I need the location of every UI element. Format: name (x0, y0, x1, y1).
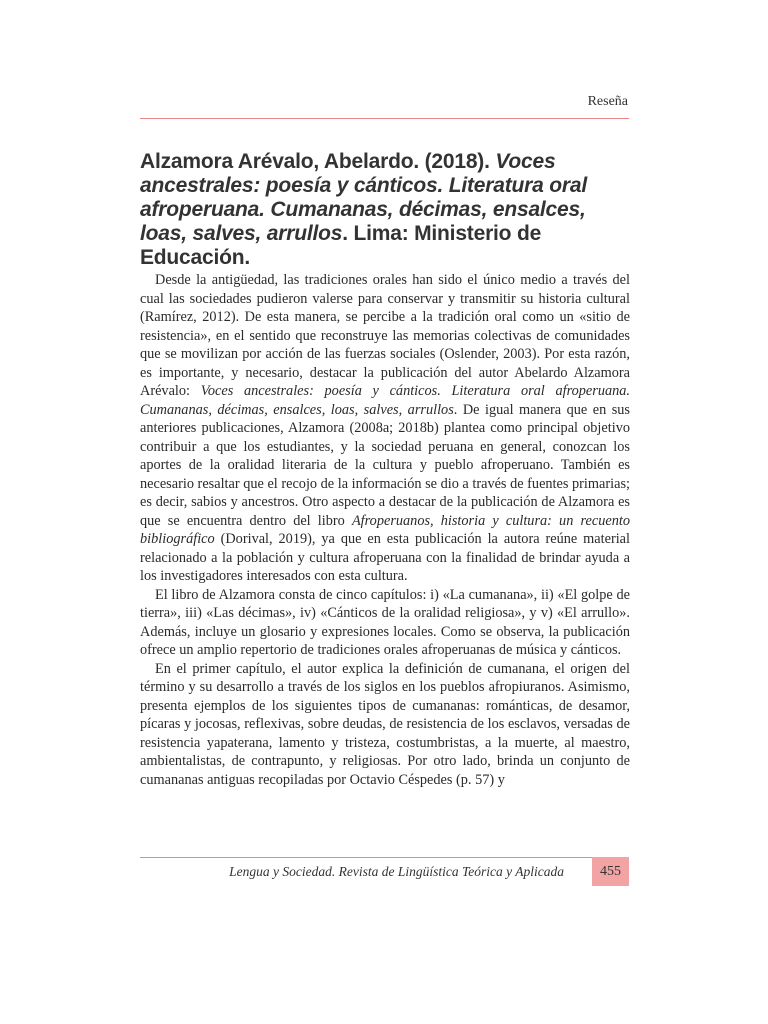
paragraph: El libro de Alzamora consta de cinco capítulos: i) «La cumanana», ii) «El golpe de tierra», iii) «Las décimas», iv) «Cánticos de la oralidad religiosa», y v) «El arrullo». Además, incluye un glosario y expresiones locales. Como se observa, la publicación ofrece un amplio repertorio de tradiciones orales afroperuanas de música y cánticos. (140, 586, 630, 658)
header-rule (140, 118, 629, 119)
title-book-name: Voces ancestrales: poesía y cánticos. Literatura oral afroperuana. Cumananas, décimas, ensalces, loas, salves, arrullos (140, 150, 587, 245)
paragraph-text: Desde la antigüedad, las tradiciones orales han sido el único medio a través del cual las sociedades pudieron valerse para conservar y transmitir su historia cultural (Ramírez, 2012). De esta manera, se percibe a la tradición oral como un «sitio de resistencia», en el sentido que reconstruye las memorias colectivas de comunidades que se movilizan por acción de las fuerzas sociales (Oslender, 2003). Por esta razón, es importante, y necesario, destacar la publicación del autor Abelardo Alzamora Arévalo: (140, 272, 630, 399)
page-number: 455 (592, 857, 629, 886)
review-body (140, 271, 630, 789)
book-title-italic: Afroperuanos, historia y cultura: un recuento bibliográfico (140, 512, 630, 547)
paragraph: En el primer capítulo, el autor explica la definición de cumanana, el origen del término y su desarrollo a través de los siglos en los pueblos afropiuranos. Asimismo, presenta ejemplos de los siguientes tipos de cumananas: románticas, de desamor, pícaras y jocosas, reflexivas, sobre deudas, de resistencia de los esclavos, versadas de resistencia yapaterana, lamento y tristeza, costumbristas, a la muerte, al maestro, ambientalistas, de contrapunto, y religiosas. Por otro lado, brinda un conjunto de cumananas antiguas recopiladas por Octavio Céspedes (p. 57) y (140, 660, 630, 788)
paragraph-text: (Dorival, 2019), ya que en esta publicación la autora reúne material relacionado a la población y cultura afroperuana con la finalidad de brindar ayuda a los investigadores interesados con esta cultura. (140, 531, 630, 584)
journal-name: Lengua y Sociedad. Revista de Lingüística Teórica y Aplicada (229, 864, 564, 879)
section-label: Reseña (587, 94, 628, 109)
title-author-year: Alzamora Arévalo, Abelardo. (2018). (140, 150, 496, 173)
book-title-italic: Voces ancestrales: poesía y cánticos. Literatura oral afroperuana. Cumananas, décimas, ensalces, loas, salves, arrullos (140, 383, 630, 418)
title-publisher: . Lima: Ministerio de Educación. (140, 222, 542, 269)
paragraph (140, 271, 630, 586)
review-title (140, 150, 630, 270)
footer-rule (140, 857, 629, 858)
paragraph-text: . De igual manera que en sus anteriores publicaciones, Alzamora (2008a; 2018b) plantea como principal objetivo contribuir a que los estudiantes, y la sociedad peruana en general, conozcan los aportes de la oralidad literaria de la cultura y pueblo afroperuano. También es necesario resaltar que el recojo de la información se dio a través de fuentes primarias; es decir, sabios y ancestros. Otro aspecto a destacar de la publicación de Alzamora es que se encuentra dentro del libro (140, 401, 630, 529)
